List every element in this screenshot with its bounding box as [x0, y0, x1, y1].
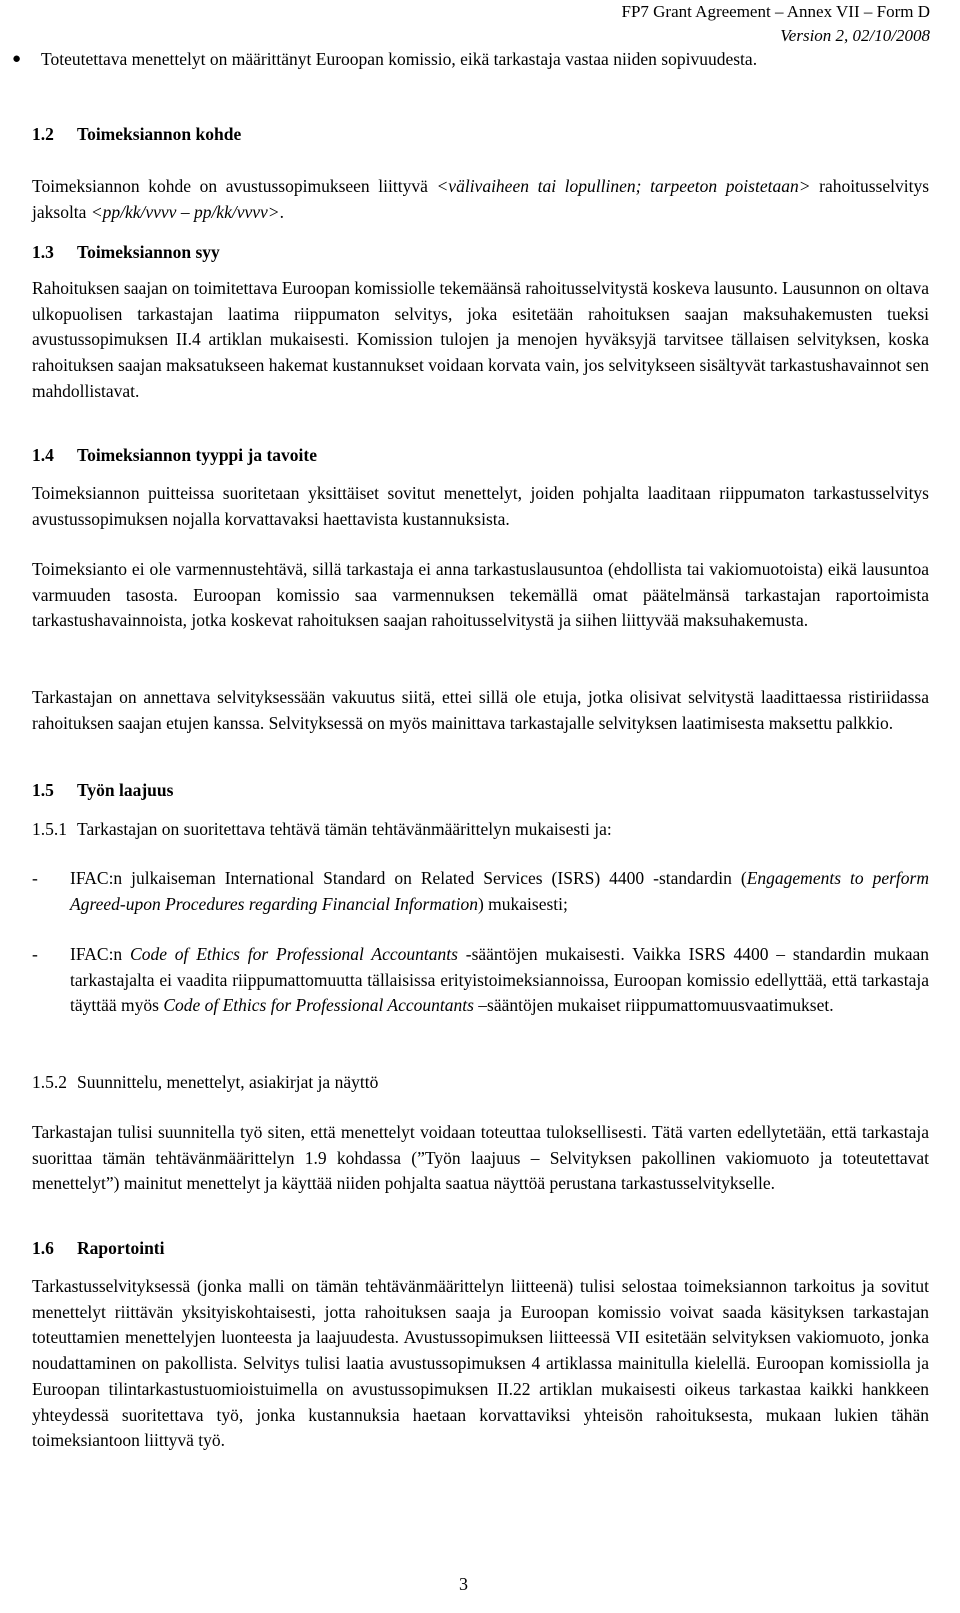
bullet-paragraph: Toteutettava menettelyt on määrittänyt Euroopan komissio, eikä tarkastaja vastaa niiden sopivuudesta.	[41, 49, 758, 69]
section-number: 1.6	[32, 1238, 54, 1258]
section-number: 1.4	[32, 445, 54, 465]
text-run: -sääntöjen mukaisesti. Vaikka ISRS 4400 – standardin mukaan tarkastajalta ei vaadita riippumattomuutta tällaisissa erityistoimeksiannoissa, Euroopan komissio edellyttää, että tarkastaja täyttää myös	[70, 944, 929, 1016]
section-1-2-paragraph	[32, 174, 929, 225]
bullet-icon: ●	[12, 51, 22, 67]
section-1-4-heading	[32, 443, 929, 469]
section-1-6-heading	[32, 1236, 929, 1262]
subsection-number: 1.5.1	[32, 819, 67, 839]
subsection-number: 1.5.2	[32, 1072, 67, 1092]
section-1-5-2-heading	[32, 1070, 929, 1096]
section-number: 1.3	[32, 242, 54, 262]
date-range-placeholder: <pp/kk/vvvv – pp/kk/vvvv>	[90, 201, 280, 222]
section-1-4-paragraph-3: Tarkastajan on annettava selvityksessään vakuutus siitä, ettei sillä ole etuja, jotka olisivat selvitystä laadittaessa ristiriidassa rahoituksen saajan etujen kanssa. Selvityksessä on myös mainittava tarkastajalle selvityksen laatimisesta maksettu palkkio.	[32, 687, 929, 733]
code-title: Code of Ethics for Professional Accountants	[163, 995, 474, 1016]
text-run: .	[279, 201, 284, 222]
section-1-5-heading	[32, 778, 929, 804]
header-version: Version 2, 02/10/2008	[780, 26, 930, 45]
header-title: FP7 Grant Agreement – Annex VII – Form D	[621, 2, 930, 21]
section-1-3-paragraph: Rahoituksen saajan on toimitettava Euroopan komissiolle tekemäänsä rahoitusselvitystä koskeva lausunto. Lausunnon on oltava ulkopuolisen tarkastajan laatima riippumaton selvitys, joka esitetään rahoituksen saajan maksuhakemusten tueksi avustussopimuksen II.4 artiklan mukaisesti. Komission tulojen ja menojen hyväksyjä tarvitsee tällaisen selvityksen, koska rahoituksen saajan maksatukseen hakemat kustannukset voidaan korvata vain, jos selvitykseen sisältyvät tarkastushavainnot sen mahdollistavat.	[32, 278, 929, 401]
text-run: Toimeksiannon kohde on avustussopimukseen liittyvä	[32, 176, 437, 196]
section-1-5-2-paragraph: Tarkastajan tulisi suunnitella työ siten, että menettelyt voidaan toteuttaa tuloksellisesti. Tätä varten edellytetään, että tarkastaja suorittaa tämän tehtävänmäärittelyn 1.9 kohdassa (”Työn laajuus – Selvityksen pakollinen vakiomuoto ja toteutettavat menettelyt”) mainitut menettelyt ja käyttää niiden pohjalta saatua näyttöä perustana tarkastusselvitykselle.	[32, 1122, 929, 1194]
page-number: 3	[459, 1574, 468, 1594]
section-title: Työn laajuus	[77, 780, 174, 800]
section-number: 1.2	[32, 124, 54, 144]
section-1-2-heading	[32, 122, 929, 148]
placeholder-text: <välivaiheen tai lopullinen; tarpeeton poistetaan>	[436, 176, 811, 196]
list-dash: -	[32, 868, 38, 888]
list-item-ethics	[70, 942, 929, 1019]
standard-title: Engagements to perform Agreed-upon Procedures regarding Financial Information	[70, 868, 929, 914]
section-1-4-paragraph-2: Toimeksianto ei ole varmennustehtävä, sillä tarkastaja ei anna tarkastuslausuntoa (ehdollista tai vakiomuotoista) eikä lausuntoa varmuuden tasosta. Euroopan komissio saa varmennuksen tekemällä omat päätelmänsä tarkastajan raportoimista tarkastushavainnoista, jotka koskevat rahoituksen saajan rahoitusselvitystä ja siihen liittyvää maksuhakemusta.	[32, 559, 929, 631]
text-run: rahoitusselvitys jaksolta	[32, 176, 930, 222]
section-title: Toimeksiannon tyyppi ja tavoite	[77, 445, 318, 465]
code-title: Code of Ethics for Professional Accountants	[130, 944, 458, 964]
page-header	[622, 0, 931, 48]
section-title: Toimeksiannon syy	[77, 242, 220, 262]
text-run: –sääntöjen mukaiset riippumattomuusvaatimukset.	[473, 995, 834, 1016]
text-run: IFAC:n	[70, 944, 131, 964]
list-item-isrs	[70, 866, 929, 917]
section-number: 1.5	[32, 780, 54, 800]
section-title: Toimeksiannon kohde	[77, 124, 242, 144]
section-1-6-paragraph: Tarkastusselvityksessä (jonka malli on tämän tehtävänmäärittelyn liitteenä) tulisi selostaa toimeksiannon tarkoitus ja sovitut menettelyt riittävän yksityiskohtaisesti, jotta rahoituksen saaja ja Euroopan komissio voivat saada käsityksen tarkastajan toteuttamien menettelyjen luonteesta ja laajuudesta. Avustussopimuksen liitteessä VII esitetään selvityksen vakiomuoto, jonka noudattaminen on pakollista. Selvitys tulisi laatia avustussopimuksen 4 artiklassa mainitulla kielellä. Euroopan komissiolla ja Euroopan tilintarkastustuomioistuimella on avustussopimuksen II.22 artiklan mukaisesti oikeus tarkastaa kaikki hankkeen yhteydessä suoritettava työ, jonka kustannuksia haetaan korvattaviksi yhteisön rahoituksesta, mukaan lukien tähän toimeksiantoon liittyvä työ.	[32, 1276, 929, 1451]
section-title: Raportointi	[77, 1238, 165, 1258]
list-dash: -	[32, 944, 38, 964]
section-1-5-1-heading	[32, 817, 929, 843]
subsection-text: Suunnittelu, menettelyt, asiakirjat ja näyttö	[77, 1072, 379, 1092]
section-1-3-heading	[32, 240, 929, 266]
subsection-text: Tarkastajan on suoritettava tehtävä tämän tehtävänmäärittelyn mukaisesti ja:	[77, 819, 612, 839]
text-run: IFAC:n julkaiseman International Standard on Related Services (ISRS) 4400 -standardin (	[70, 868, 747, 888]
section-1-4-paragraph-1: Toimeksiannon puitteissa suoritetaan yksittäiset sovitut menettelyt, joiden pohjalta laaditaan riippumaton tarkastusselvitys avustussopimuksen nojalla korvattavaksi haettavista kustannuksista.	[32, 483, 929, 529]
text-run: ) mukaisesti;	[477, 893, 568, 914]
